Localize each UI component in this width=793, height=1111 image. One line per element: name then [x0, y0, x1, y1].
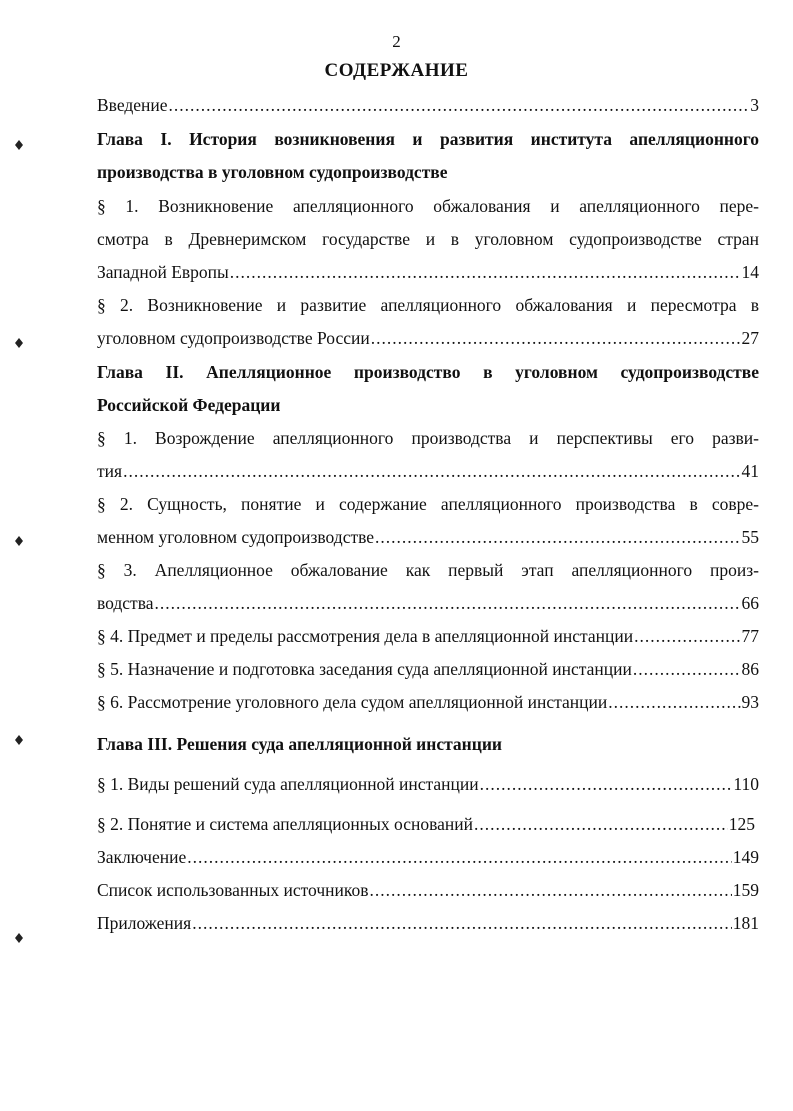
toc-ch2-section-5: § 5. Назначение и подготовка заседания суда апелляционной инстанции ..... 86 — [97, 658, 759, 680]
toc-ch2-section-1: § 1. Возрождение апелляционного производства и перспективы его разви- — [97, 428, 759, 448]
toc-ch1-section-2: § 2. Возникновение и развитие апелляционного обжалования и пересмотра в — [97, 295, 759, 315]
toc-chapter-2-heading-cont: Российской Федерации — [97, 395, 281, 415]
toc-ch1-section-1: § 1. Возникновение апелляционного обжалования и апелляционного пере- — [97, 196, 759, 216]
toc-ch2-section-3: § 3. Апелляционное обжалование как первый этап апелляционного произ- — [97, 560, 759, 580]
toc-chapter-2-heading: Глава II. Апелляционное производство в уголовном судопроизводстве — [97, 362, 759, 382]
toc-ch1-section-1-cont: смотра в Древнеримском государстве и в уголовном судопроизводстве стран — [97, 229, 759, 249]
toc-ch3-section-2: § 2. Понятие и система апелляционных оснований ..... 125 — [97, 813, 755, 835]
toc-conclusion: Заключение ..... 149 — [97, 846, 759, 868]
toc-chapter-1-heading: Глава I. История возникновения и развития института апелляционного — [97, 129, 759, 149]
toc-ch1-section-1-end: Западной Европы ..... 14 — [97, 261, 759, 283]
toc-ch2-section-1-end: тия ..... 41 — [97, 460, 759, 482]
toc-appendix: Приложения ..... 181 — [97, 912, 759, 934]
toc-ch3-section-1: § 1. Виды решений суда апелляционной инстанции ..... 110 — [97, 773, 759, 795]
toc-chapter-1-heading-cont: производства в уголовном судопроизводстве — [97, 162, 448, 182]
page-title: СОДЕРЖАНИЕ — [324, 60, 469, 81]
toc-ch2-section-2: § 2. Сущность, понятие и содержание апелляционного производства в совре- — [97, 494, 759, 514]
toc-ch2-section-3-end: водства ..... 66 — [97, 592, 759, 614]
toc-sources: Список использованных источников ..... 159 — [97, 879, 759, 901]
toc-ch2-section-6: § 6. Рассмотрение уголовного дела судом апелляционной инстанции ..... 93 — [97, 691, 759, 713]
toc-ch1-section-2-end: уголовном судопроизводстве России ..... 27 — [97, 327, 759, 349]
toc-entry-intro: Введение ..... 3 — [97, 94, 759, 116]
toc-ch2-section-2-end: менном уголовном судопроизводстве ..... 55 — [97, 526, 759, 548]
toc-ch2-section-4: § 4. Предмет и пределы рассмотрения дела в апелляционной инстанции ..... 77 — [97, 625, 759, 647]
toc-chapter-3-heading: Глава III. Решения суда апелляционной инстанции — [97, 734, 503, 754]
page-number: 2 — [392, 32, 401, 51]
